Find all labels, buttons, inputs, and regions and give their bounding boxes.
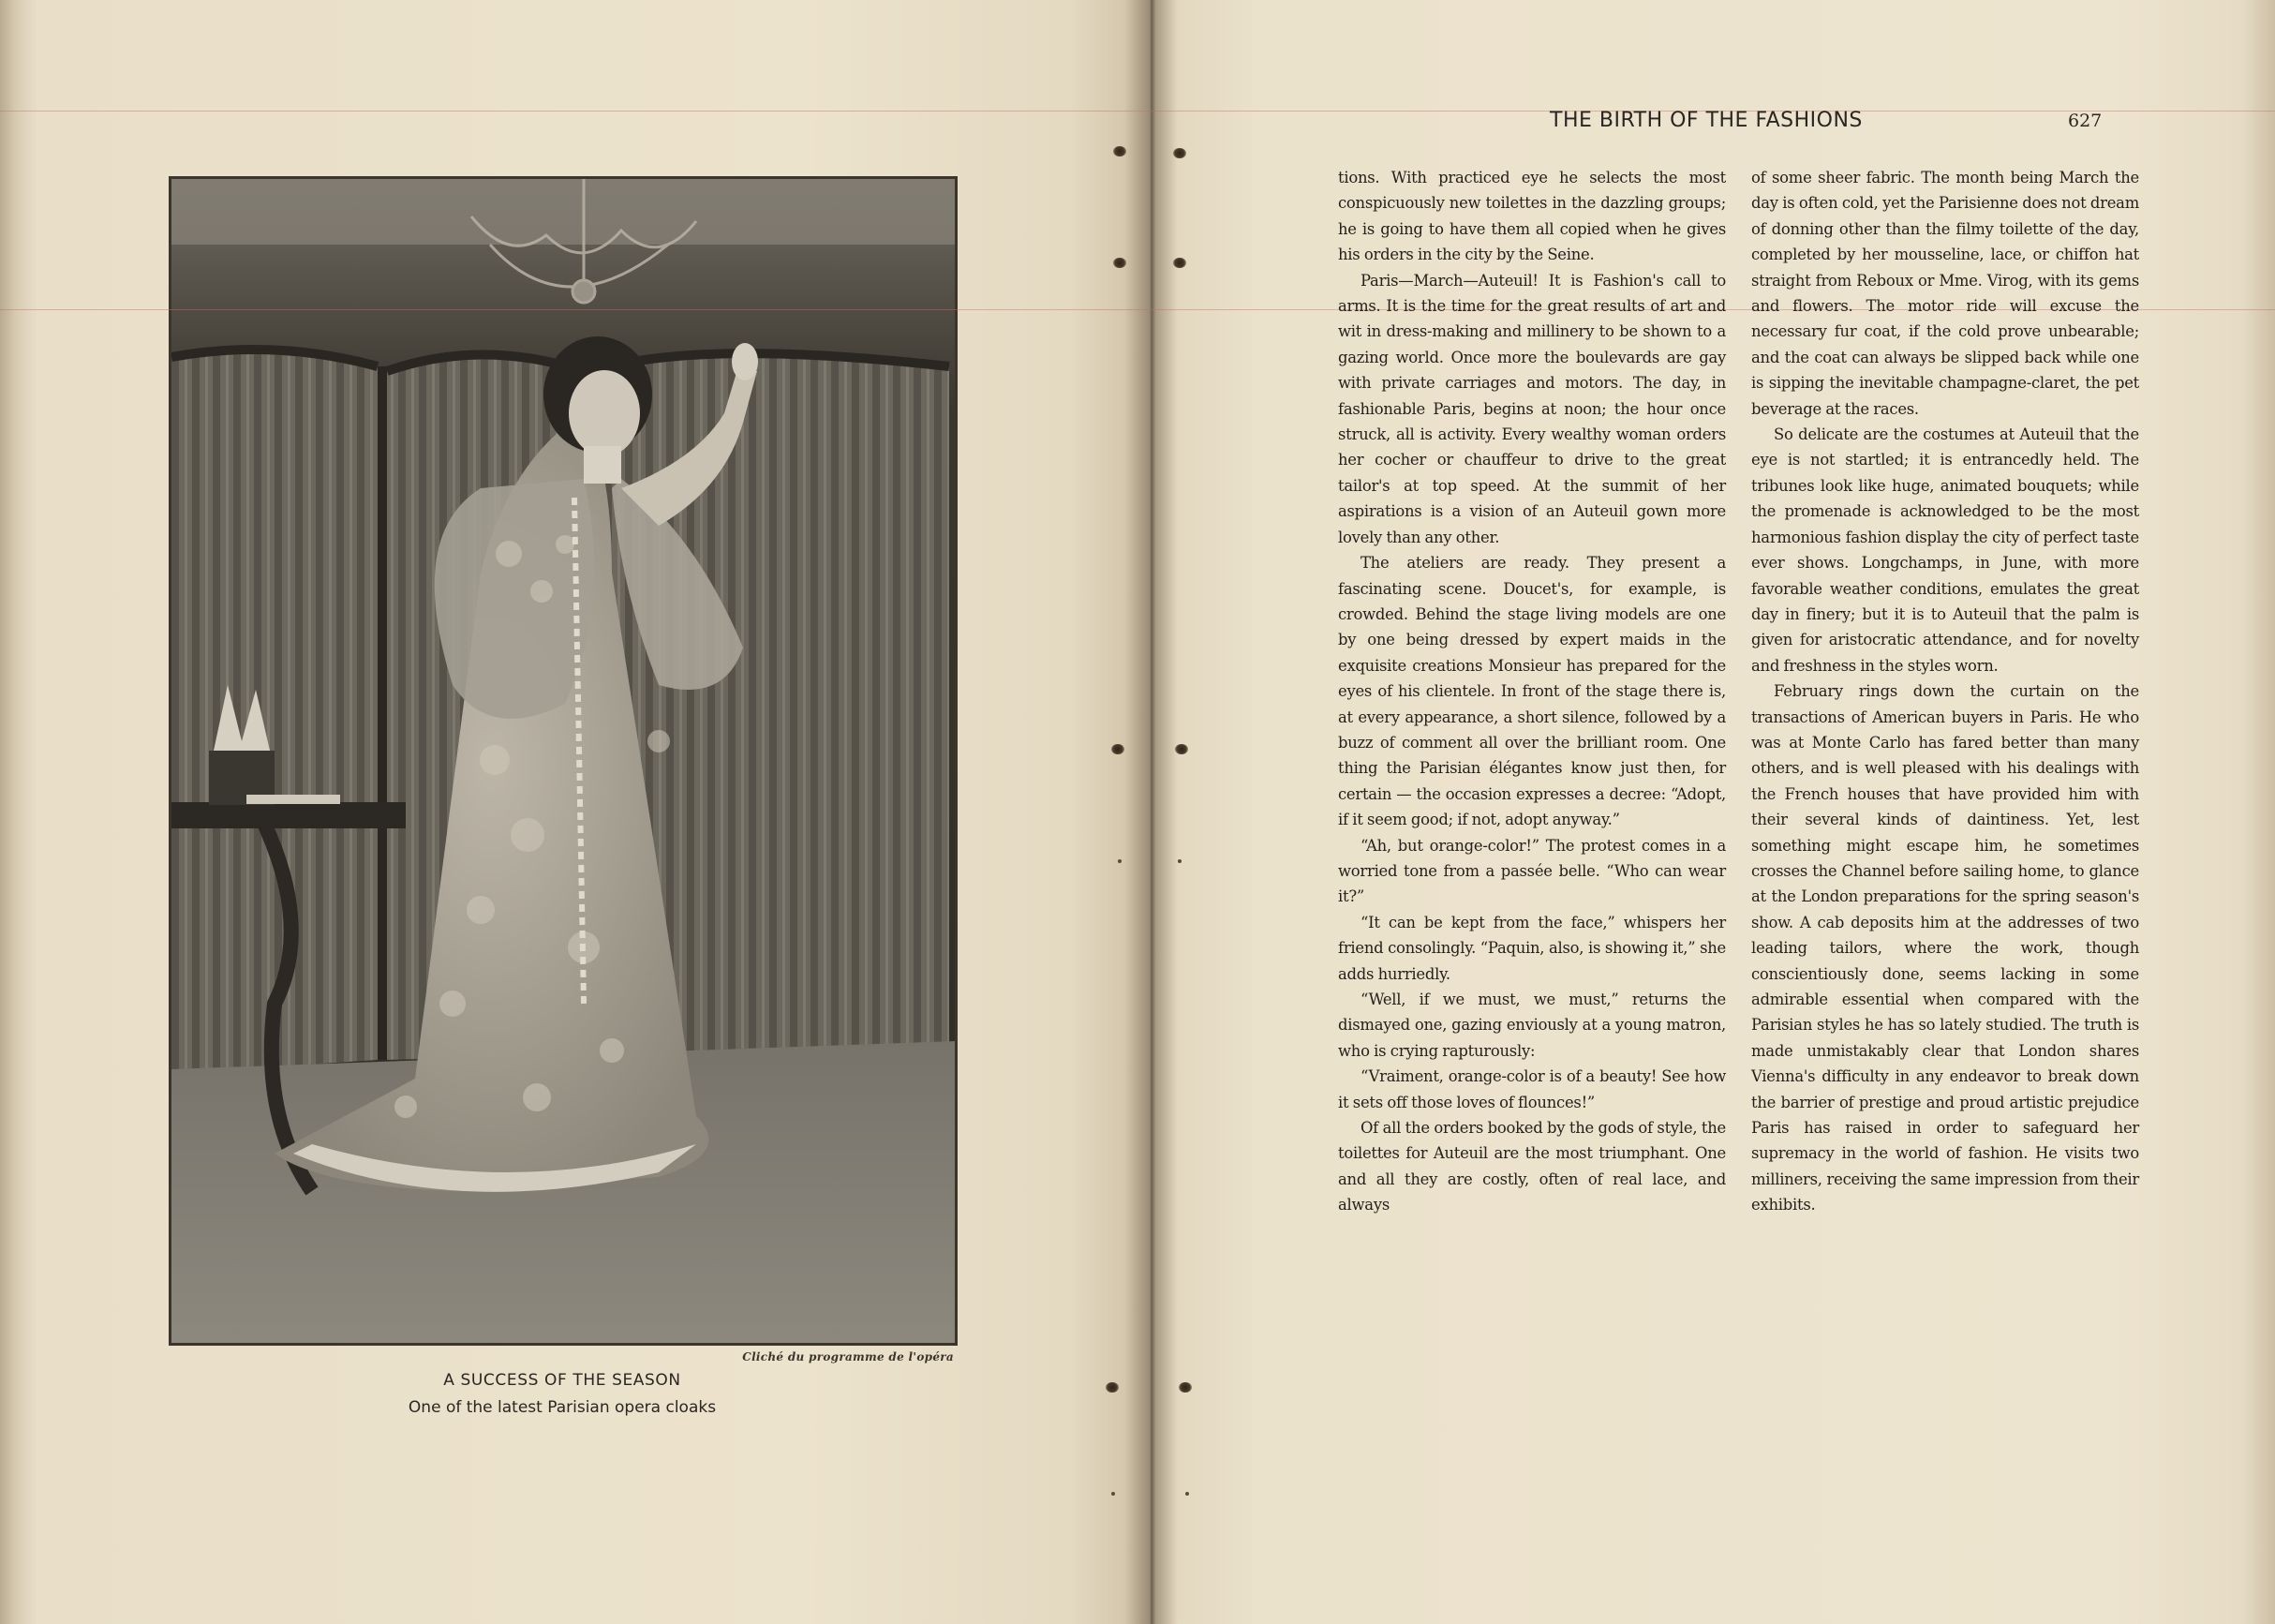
caption-title: A SUCCESS OF THE SEASON <box>443 1371 681 1390</box>
paragraph: of some sheer fabric. The month being March the day is often cold, yet the Parisienne does not dream of donning other than the filmy toilette of the day, completed by her mousseline, lace, or chiffon hat straight from Reboux or Mme. Virog, with its gems and flowers. The motor ride will excuse the necessary fur coat, if the cold prove unbearable; and the coat can always be slipped back while one is sipping the inevitable champagne-claret, the pet beverage at the races. <box>1751 169 2139 418</box>
binding-hole <box>1111 744 1124 754</box>
page-number: 627 <box>2068 111 2103 131</box>
binding-pinhole <box>1111 1492 1115 1496</box>
opera-cloak-photograph <box>169 176 958 1346</box>
paragraph: “Well, if we must, we must,” returns the dismayed one, gazing enviously at a young matron, who is crying rapturously: <box>1338 991 1726 1060</box>
paragraph: tions. With practiced eye he selects the most conspicuously new toilettes in the dazzling groups; he is going to have them all copied when he gives his orders in the city by the Seine. <box>1338 169 1726 264</box>
running-head: THE BIRTH OF THE FASHIONS <box>1550 109 1863 132</box>
book-gutter <box>1124 0 1177 1624</box>
paragraph: “It can be kept from the face,” whispers her friend consolingly. “Paquin, also, is showing it,” she adds hurriedly. <box>1338 913 1726 983</box>
paragraph: “Ah, but orange-color!” The protest comes in a worried tone from a passée belle. “Who can wear it?” <box>1338 836 1726 906</box>
ruled-line <box>0 111 2275 112</box>
binding-hole <box>1175 744 1188 754</box>
paragraph: Paris—March—Auteuil! It is Fashion's call to arms. It is the time for the great results of art and wit in dress-making and millinery to be shown to a gazing world. Once more the boulevards are gay with private carriages and motors. The day, in fashionable Paris, begins at noon; the hour once struck, all is activity. Every wealthy woman orders her cocher or chauffeur to drive to the great tailor's at top speed. At the summit of her aspirations is a vision of an Auteuil gown more lovely than any other. <box>1338 271 1726 546</box>
binding-hole <box>1173 258 1186 268</box>
paragraph: The ateliers are ready. They present a fascinating scene. Doucet's, for example, is crowded. Behind the stage living models are one by one being dressed by expert maids in the exquisite creations Monsieur has prepared for the eyes of his clientele. In front of the stage there is, at every appearance, a short silence, followed by a buzz of comment all over the brilliant room. One thing the Parisian élégantes know just then, for certain — the occasion expresses a decree: “Adopt, if it seem good; if not, adopt anyway.” <box>1338 554 1726 829</box>
binding-hole <box>1113 258 1126 268</box>
paragraph: February rings down the curtain on the transactions of American buyers in Paris. He who was at Monte Carlo has fared better than many others, and is well pleased with his dealings with the French houses that have provided him with their several kinds of daintiness. Yet, lest something might escape him, he sometimes crosses the Channel before sailing home, to glance at the London preparations for the spring season's show. A cab deposits him at the addresses of two leading tailors, where the work, though conscientiously done, seems lacking in some admirable essential when compared with the Parisian styles he has so lately studied. The truth is made unmistakably clear that London shares Vienna's difficulty in any endeavor to break down the barrier of prestige and proud artistic prejudice Paris has raised in order to safeguard her supremacy in the world of fashion. He visits two milliners, receiving the same impression from their exhibits. <box>1751 682 2139 1214</box>
binding-pinhole <box>1185 1492 1189 1496</box>
binding-hole <box>1173 148 1186 158</box>
paragraph: Of all the orders booked by the gods of style, the toilettes for Auteuil are the most triumphant. One and all they are costly, often of real lace, and always <box>1338 1119 1726 1214</box>
text-column-left <box>1338 165 1726 1218</box>
paragraph: “Vraiment, orange-color is of a beauty! See how it sets off those loves of flounces!” <box>1338 1067 1726 1111</box>
binding-hole <box>1113 146 1126 156</box>
binding-hole <box>1106 1382 1119 1393</box>
binding-hole <box>1179 1382 1192 1393</box>
caption-subtitle: One of the latest Parisian opera cloaks <box>408 1398 717 1417</box>
text-column-right <box>1751 165 2139 1218</box>
paragraph: So delicate are the costumes at Auteuil that the eye is not startled; it is entrancedly held. The tribunes look like huge, animated bouquets; while the promenade is acknowledged to be the most harmonious fashion display the city of perfect taste ever shows. Longchamps, in June, with more favorable weather conditions, emulates the great day in finery; but it is to Auteuil that the palm is given for aristocratic attendance, and for novelty and freshness in the styles worn. <box>1751 425 2139 675</box>
binding-pinhole <box>1118 859 1122 863</box>
binding-pinhole <box>1178 859 1182 863</box>
photo-credit: Cliché du programme de l'opéra <box>742 1350 954 1363</box>
